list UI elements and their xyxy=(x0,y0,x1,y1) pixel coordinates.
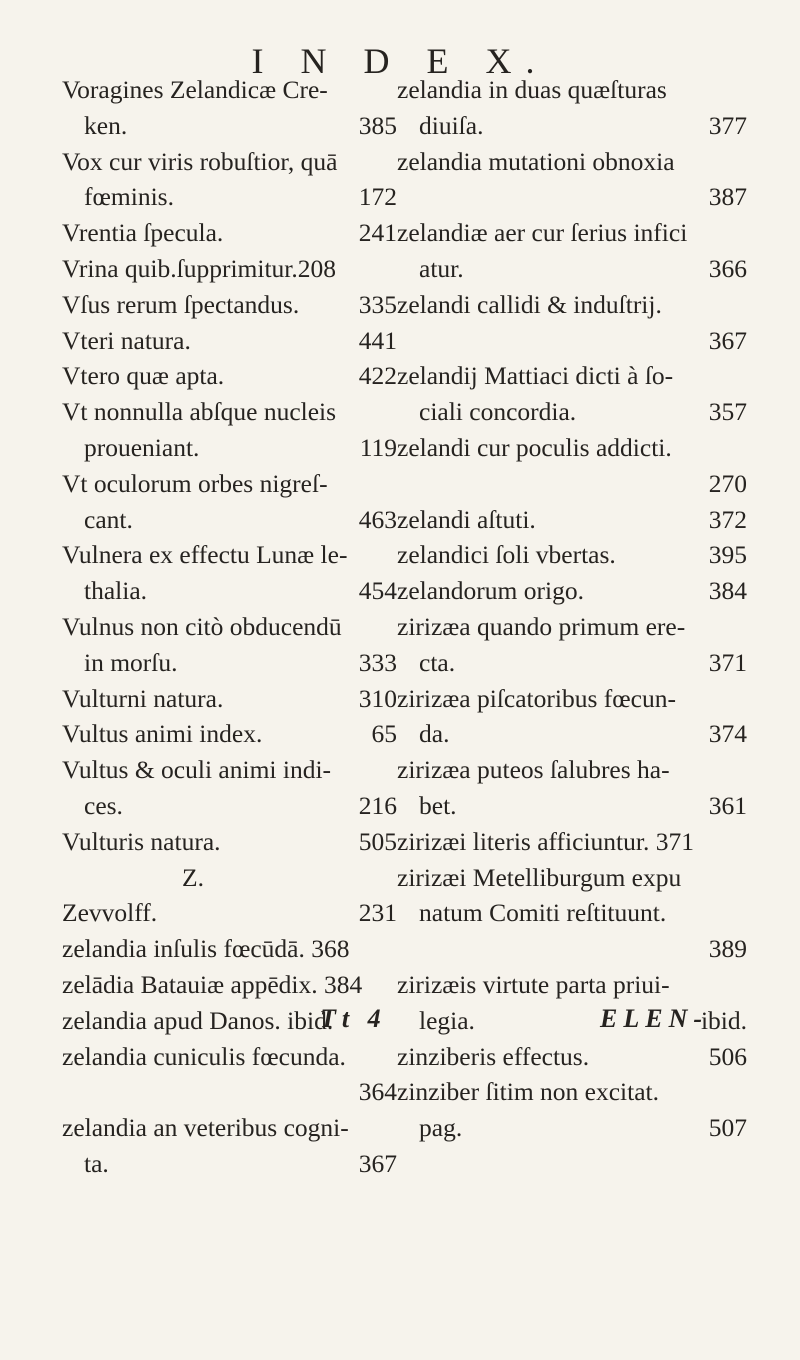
index-entry-text: zirizæi Metelliburgum expu xyxy=(397,862,682,892)
index-entry xyxy=(62,394,397,430)
index-entry-text: atur. xyxy=(419,253,464,283)
index-entry-page: 463 xyxy=(358,504,397,534)
index-entry xyxy=(397,1074,747,1110)
index-entry xyxy=(397,681,747,717)
index-entry-text: thalia. xyxy=(84,576,148,606)
index-entry xyxy=(62,967,397,1003)
index-entry xyxy=(62,537,397,573)
index-entry xyxy=(62,358,397,394)
index-entry xyxy=(397,824,747,860)
index-entry-text: zinziberis effectus. xyxy=(397,1041,590,1071)
index-entry-page: 361 xyxy=(708,790,747,820)
index-entry-text: bet. xyxy=(419,790,457,820)
index-entry-text: da. xyxy=(419,719,450,749)
index-entry xyxy=(397,895,747,931)
index-entry-text: legia. xyxy=(419,1005,475,1035)
index-entry-text: cta. xyxy=(419,647,456,677)
index-entry-text: zelandi callidi & induſtrij. xyxy=(397,289,662,319)
index-entry xyxy=(62,1110,397,1146)
index-entry-page: 241 xyxy=(358,218,397,248)
index-entry xyxy=(62,323,397,359)
index-entry-text: zelandia cuniculis fœcunda. xyxy=(62,1041,346,1071)
index-entry xyxy=(62,860,397,896)
index-entry xyxy=(62,573,397,609)
index-entry-text: zirizæa puteos ſalubres ha- xyxy=(397,755,670,785)
index-entry-page: 310 xyxy=(358,683,397,713)
index-entry-text: zirizæa piſcatoribus fœcun- xyxy=(397,683,676,713)
index-entry-page: 367 xyxy=(358,1148,397,1178)
index-entry-text: zinziber ſitim non excitat. xyxy=(397,1077,659,1107)
index-entry xyxy=(62,251,397,287)
index-entry xyxy=(397,430,747,466)
index-entry-page: 270 xyxy=(708,468,747,498)
index-entry xyxy=(397,108,747,144)
index-entry-text: zelandia inſulis fœcūdā. 368 xyxy=(62,934,350,964)
index-entry-text: Vrentia ſpecula. xyxy=(62,218,224,248)
index-entry xyxy=(62,502,397,538)
index-entry-text: ken. xyxy=(84,110,128,140)
index-entry xyxy=(62,108,397,144)
index-entry-text: Vteri natura. xyxy=(62,325,191,355)
index-entry xyxy=(397,144,747,180)
index-entry-text: pag. xyxy=(419,1113,463,1143)
index-entry xyxy=(397,323,747,359)
index-entry xyxy=(397,609,747,645)
index-entry-page: ibid. xyxy=(700,1005,747,1035)
index-entry-page: 389 xyxy=(708,934,747,964)
index-entry-page: 216 xyxy=(358,790,397,820)
index-entry-page: 454 xyxy=(358,576,397,606)
index-entry xyxy=(62,752,397,788)
index-entry-text: zirizæis virtute parta priui- xyxy=(397,969,670,999)
index-entry-text: Vſus rerum ſpectandus. xyxy=(62,289,300,319)
index-entry xyxy=(397,645,747,681)
index-entry-text: Vulnera ex effectu Lunæ le- xyxy=(62,540,348,570)
index-entry xyxy=(397,466,747,502)
index-entry xyxy=(62,716,397,752)
index-entry xyxy=(397,358,747,394)
index-entry-text: natum Comiti reſtituunt. xyxy=(419,898,667,928)
index-entry xyxy=(397,860,747,896)
index-entry-text: Vulnus non citò obducendū xyxy=(62,611,342,641)
index-entry-text: cant. xyxy=(84,504,133,534)
index-entry-text: zelādia Batauiæ appēdix. 384 xyxy=(62,969,363,999)
index-entry-page: 335 xyxy=(358,289,397,319)
index-entry-text: Voragines Zelandicæ Cre- xyxy=(62,75,328,104)
index-entry-text: zelandorum origo. xyxy=(397,576,584,606)
index-entry xyxy=(397,1110,747,1146)
index-entry-text: zelandia an veteribus cogni- xyxy=(62,1113,349,1143)
index-entry xyxy=(62,1039,397,1075)
index-entry-text: Zevvolff. xyxy=(62,898,158,928)
index-entry-text: Vultus animi index. xyxy=(62,719,263,749)
index-entry xyxy=(397,179,747,215)
index-entry-text: fœminis. xyxy=(84,182,174,212)
index-entry xyxy=(397,967,747,1003)
index-entry xyxy=(62,895,397,931)
index-entry-page: 422 xyxy=(358,361,397,391)
index-entry-page: 385 xyxy=(358,110,397,140)
index-entry xyxy=(397,716,747,752)
index-entry-page: 374 xyxy=(708,719,747,749)
index-entry xyxy=(62,287,397,323)
index-entry-text: zelandij Mattiaci dicti à ſo- xyxy=(397,361,674,391)
index-entry xyxy=(62,931,397,967)
index-entry xyxy=(62,788,397,824)
index-entry-text: proueniant. xyxy=(84,432,200,462)
index-entry-text: zirizæa quando primum ere- xyxy=(397,611,686,641)
index-entry xyxy=(62,466,397,502)
index-entry-text: zelandi cur poculis addicti. xyxy=(397,432,672,462)
index-entry xyxy=(62,645,397,681)
index-entry-page: 395 xyxy=(708,540,747,570)
index-entry-text: Z. xyxy=(182,862,204,892)
index-entry-text: zelandia in duas quæſturas xyxy=(397,75,667,104)
index-entry-text: Vt oculorum orbes nigreſ- xyxy=(62,468,328,498)
catchword: ELEN- xyxy=(600,1004,708,1033)
index-entry-page: 357 xyxy=(708,397,747,427)
index-entry-page: 119 xyxy=(359,432,397,462)
index-entry-page: 505 xyxy=(358,826,397,856)
index-entry-page: 384 xyxy=(708,576,747,606)
index-entry xyxy=(397,215,747,251)
index-entry-page: 367 xyxy=(708,325,747,355)
index-entry xyxy=(397,931,747,967)
index-entry xyxy=(62,430,397,466)
index-entry xyxy=(397,1039,747,1075)
index-entry-text: zelandia apud Danos. ibid. xyxy=(62,1005,334,1035)
index-entry-page: 333 xyxy=(358,647,397,677)
index-entry xyxy=(397,287,747,323)
index-entry xyxy=(62,179,397,215)
index-entry xyxy=(397,752,747,788)
index-entry-text: zirizæi literis afficiuntur. 371 xyxy=(397,826,694,856)
index-entry-text: ta. xyxy=(84,1148,109,1178)
index-entry xyxy=(62,1074,397,1110)
index-entry-text: in morſu. xyxy=(84,647,178,677)
index-entry xyxy=(397,788,747,824)
index-entry-text: zelandi aſtuti. xyxy=(397,504,536,534)
index-entry xyxy=(62,1146,397,1182)
page-title: I N D E X. xyxy=(251,41,549,81)
index-entry-page: 65 xyxy=(371,719,397,749)
index-entry-text: zelandiæ aer cur ſerius infici xyxy=(397,218,688,248)
index-entry xyxy=(397,394,747,430)
index-entry xyxy=(397,502,747,538)
index-entry-text: ciali concordia. xyxy=(419,397,577,427)
index-entry-page: 441 xyxy=(358,325,397,355)
index-entry-page: 387 xyxy=(708,182,747,212)
index-entry-page: 506 xyxy=(708,1041,747,1071)
index-entry xyxy=(397,72,747,108)
index-entry-text: Vultus & oculi animi indi- xyxy=(62,755,332,785)
index-entry-page: 507 xyxy=(708,1113,747,1143)
index-entry xyxy=(62,215,397,251)
index-entry-text: Vt nonnulla abſque nucleis xyxy=(62,397,337,427)
index-entry-text: Vulturni natura. xyxy=(62,683,224,713)
index-entry xyxy=(62,144,397,180)
index-entry-page: 377 xyxy=(708,110,747,140)
index-entry-page: 231 xyxy=(358,898,397,928)
index-entry-text: Vtero quæ apta. xyxy=(62,361,225,391)
index-entry-text: zelandia mutationi obnoxia xyxy=(397,146,675,176)
index-entry xyxy=(62,824,397,860)
index-entry xyxy=(397,573,747,609)
index-entry-text: Vulturis natura. xyxy=(62,826,221,856)
index-entry-text: diuiſa. xyxy=(419,110,484,140)
index-entry xyxy=(397,537,747,573)
index-entry-page: 366 xyxy=(708,253,747,283)
index-entry-page: 372 xyxy=(708,504,747,534)
index-entry-text: Vox cur viris robuſtior, quā xyxy=(62,146,338,176)
index-entry-text: Vrina quib.ſupprimitur.208 xyxy=(62,253,336,283)
index-entry-page: 364 xyxy=(358,1077,397,1107)
index-entry xyxy=(62,72,397,108)
index-column-right xyxy=(397,72,747,1146)
index-entry-text: zelandici ſoli vbertas. xyxy=(397,540,616,570)
index-entry-page: 172 xyxy=(358,182,397,212)
index-entry xyxy=(397,251,747,287)
index-entry xyxy=(62,609,397,645)
index-entry-page: 371 xyxy=(708,647,747,677)
index-entry-text: ces. xyxy=(84,790,123,820)
index-entry xyxy=(62,681,397,717)
signature-mark: Tt 4 xyxy=(320,1004,387,1033)
